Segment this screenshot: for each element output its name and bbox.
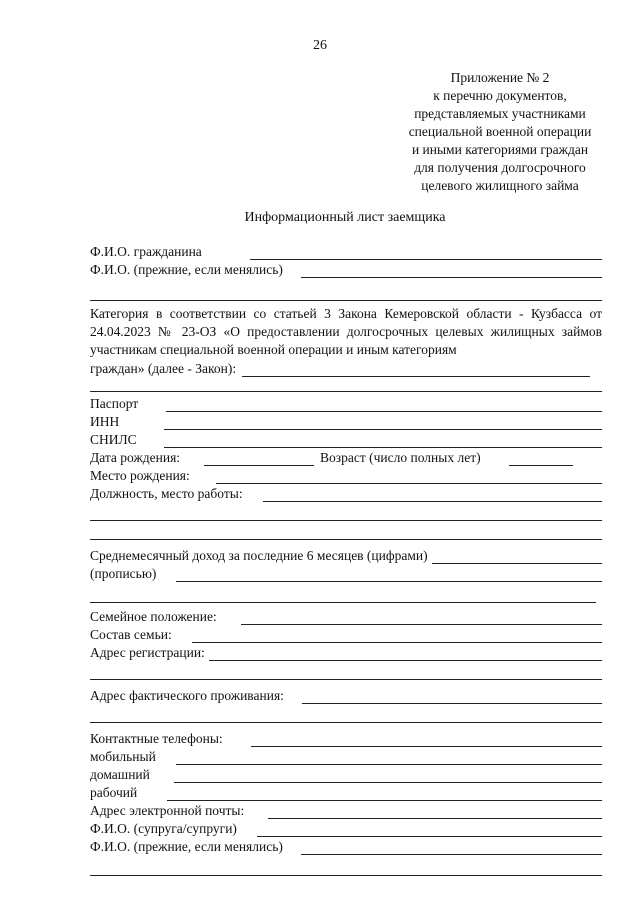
birth-date-label: Дата рождения: bbox=[90, 450, 181, 465]
reg-address-field[interactable] bbox=[209, 647, 602, 661]
home-field[interactable] bbox=[174, 769, 602, 783]
work-field[interactable] bbox=[167, 787, 602, 801]
reg-address-label: Адрес регистрации: bbox=[90, 645, 205, 660]
fio-prev-field[interactable] bbox=[301, 264, 602, 278]
appendix-line: и иными категориями граждан bbox=[411, 142, 589, 157]
spouse-prev-row bbox=[90, 837, 602, 855]
form-title: Информационный лист заемщика bbox=[244, 210, 446, 225]
mobile-label: мобильный bbox=[90, 749, 156, 764]
category-field[interactable] bbox=[242, 363, 590, 377]
phones-row bbox=[90, 729, 602, 747]
fact-address-row bbox=[90, 686, 602, 704]
home-label: домашний bbox=[90, 767, 150, 782]
marital-label: Семейное положение: bbox=[90, 609, 217, 624]
mobile-row bbox=[90, 747, 602, 765]
family-row bbox=[90, 625, 602, 643]
birth-date-field[interactable] bbox=[204, 452, 314, 466]
passport-field[interactable] bbox=[166, 398, 602, 412]
appendix-line: специальной военной операции bbox=[408, 124, 592, 139]
appendix-line: для получения долгосрочного bbox=[414, 160, 586, 175]
appendix-line: целевого жилищного займа bbox=[421, 178, 579, 193]
reg-address-line-2[interactable] bbox=[90, 661, 602, 680]
category-row bbox=[90, 359, 602, 377]
family-field[interactable] bbox=[192, 629, 602, 643]
fio-prev-row bbox=[90, 260, 602, 278]
appendix-line: представляемых участниками bbox=[414, 106, 586, 121]
position-field-line-2[interactable] bbox=[90, 502, 602, 521]
email-row bbox=[90, 801, 602, 819]
fact-address-line-2[interactable] bbox=[90, 704, 602, 723]
fact-address-label: Адрес фактического проживания: bbox=[90, 688, 284, 703]
fio-field[interactable] bbox=[250, 246, 602, 260]
phones-label: Контактные телефоны: bbox=[90, 731, 223, 746]
income-digits-field[interactable] bbox=[432, 550, 602, 564]
category-field-line[interactable] bbox=[90, 377, 602, 392]
birth-date-row bbox=[90, 448, 602, 466]
birth-place-label: Место рождения: bbox=[90, 468, 190, 483]
spouse-prev-label: Ф.И.О. (прежние, если менялись) bbox=[90, 839, 283, 854]
spouse-prev-line-2[interactable] bbox=[90, 855, 602, 876]
position-field[interactable] bbox=[263, 488, 602, 502]
borrower-form bbox=[90, 242, 602, 876]
page-number: 26 bbox=[313, 38, 327, 53]
inn-label: ИНН bbox=[90, 414, 120, 429]
income-digits-row bbox=[90, 546, 602, 564]
birth-place-row bbox=[90, 466, 602, 484]
family-label: Состав семьи: bbox=[90, 627, 172, 642]
snils-label: СНИЛС bbox=[90, 432, 137, 447]
spouse-prev-field[interactable] bbox=[301, 841, 602, 855]
income-words-label: (прописью) bbox=[90, 566, 157, 581]
phones-field[interactable] bbox=[251, 733, 602, 747]
fio-row bbox=[90, 242, 602, 260]
category-text: Категория в соответствии со статьей 3 Закона Кемеровской области - Кузбасса от 24.04.2023 № 23-ОЗ «О предоставлении долгосрочных целевых жилищных займов участникам специальной военной операции и иным категориям bbox=[90, 306, 602, 357]
reg-address-row bbox=[90, 643, 602, 661]
income-words-field[interactable] bbox=[176, 568, 602, 582]
inn-row bbox=[90, 412, 602, 430]
age-label: Возраст (число полных лет) bbox=[320, 450, 481, 465]
appendix-line: Приложение № 2 bbox=[450, 70, 550, 85]
work-label: рабочий bbox=[90, 785, 138, 800]
fio-prev-label: Ф.И.О. (прежние, если менялись) bbox=[90, 262, 283, 277]
home-row bbox=[90, 765, 602, 783]
income-words-row bbox=[90, 564, 602, 582]
fio-label: Ф.И.О. гражданина bbox=[90, 244, 202, 259]
spouse-label: Ф.И.О. (супруга/супруги) bbox=[90, 821, 237, 836]
income-digits-label: Среднемесячный доход за последние 6 месяцев (цифрами) bbox=[90, 548, 428, 563]
separator-line bbox=[90, 292, 602, 301]
spouse-row bbox=[90, 819, 602, 837]
category-label: граждан» (далее - Закон): bbox=[90, 361, 237, 376]
income-words-line-2[interactable] bbox=[90, 582, 596, 603]
position-row bbox=[90, 484, 602, 502]
passport-row bbox=[90, 394, 602, 412]
snils-row bbox=[90, 430, 602, 448]
position-field-line-3[interactable] bbox=[90, 521, 602, 540]
mobile-field[interactable] bbox=[176, 751, 602, 765]
email-label: Адрес электронной почты: bbox=[90, 803, 245, 818]
work-row bbox=[90, 783, 602, 801]
marital-field[interactable] bbox=[241, 611, 602, 625]
spouse-field[interactable] bbox=[257, 823, 602, 837]
inn-field[interactable] bbox=[164, 416, 602, 430]
birth-place-field[interactable] bbox=[216, 470, 602, 484]
age-field[interactable] bbox=[509, 452, 573, 466]
email-field[interactable] bbox=[268, 805, 602, 819]
fact-address-field[interactable] bbox=[302, 690, 602, 704]
passport-label: Паспорт bbox=[90, 396, 139, 411]
appendix-header bbox=[380, 69, 620, 195]
position-label: Должность, место работы: bbox=[90, 486, 243, 501]
snils-field[interactable] bbox=[164, 434, 602, 448]
marital-row bbox=[90, 607, 602, 625]
appendix-line: к перечню документов, bbox=[433, 88, 567, 103]
